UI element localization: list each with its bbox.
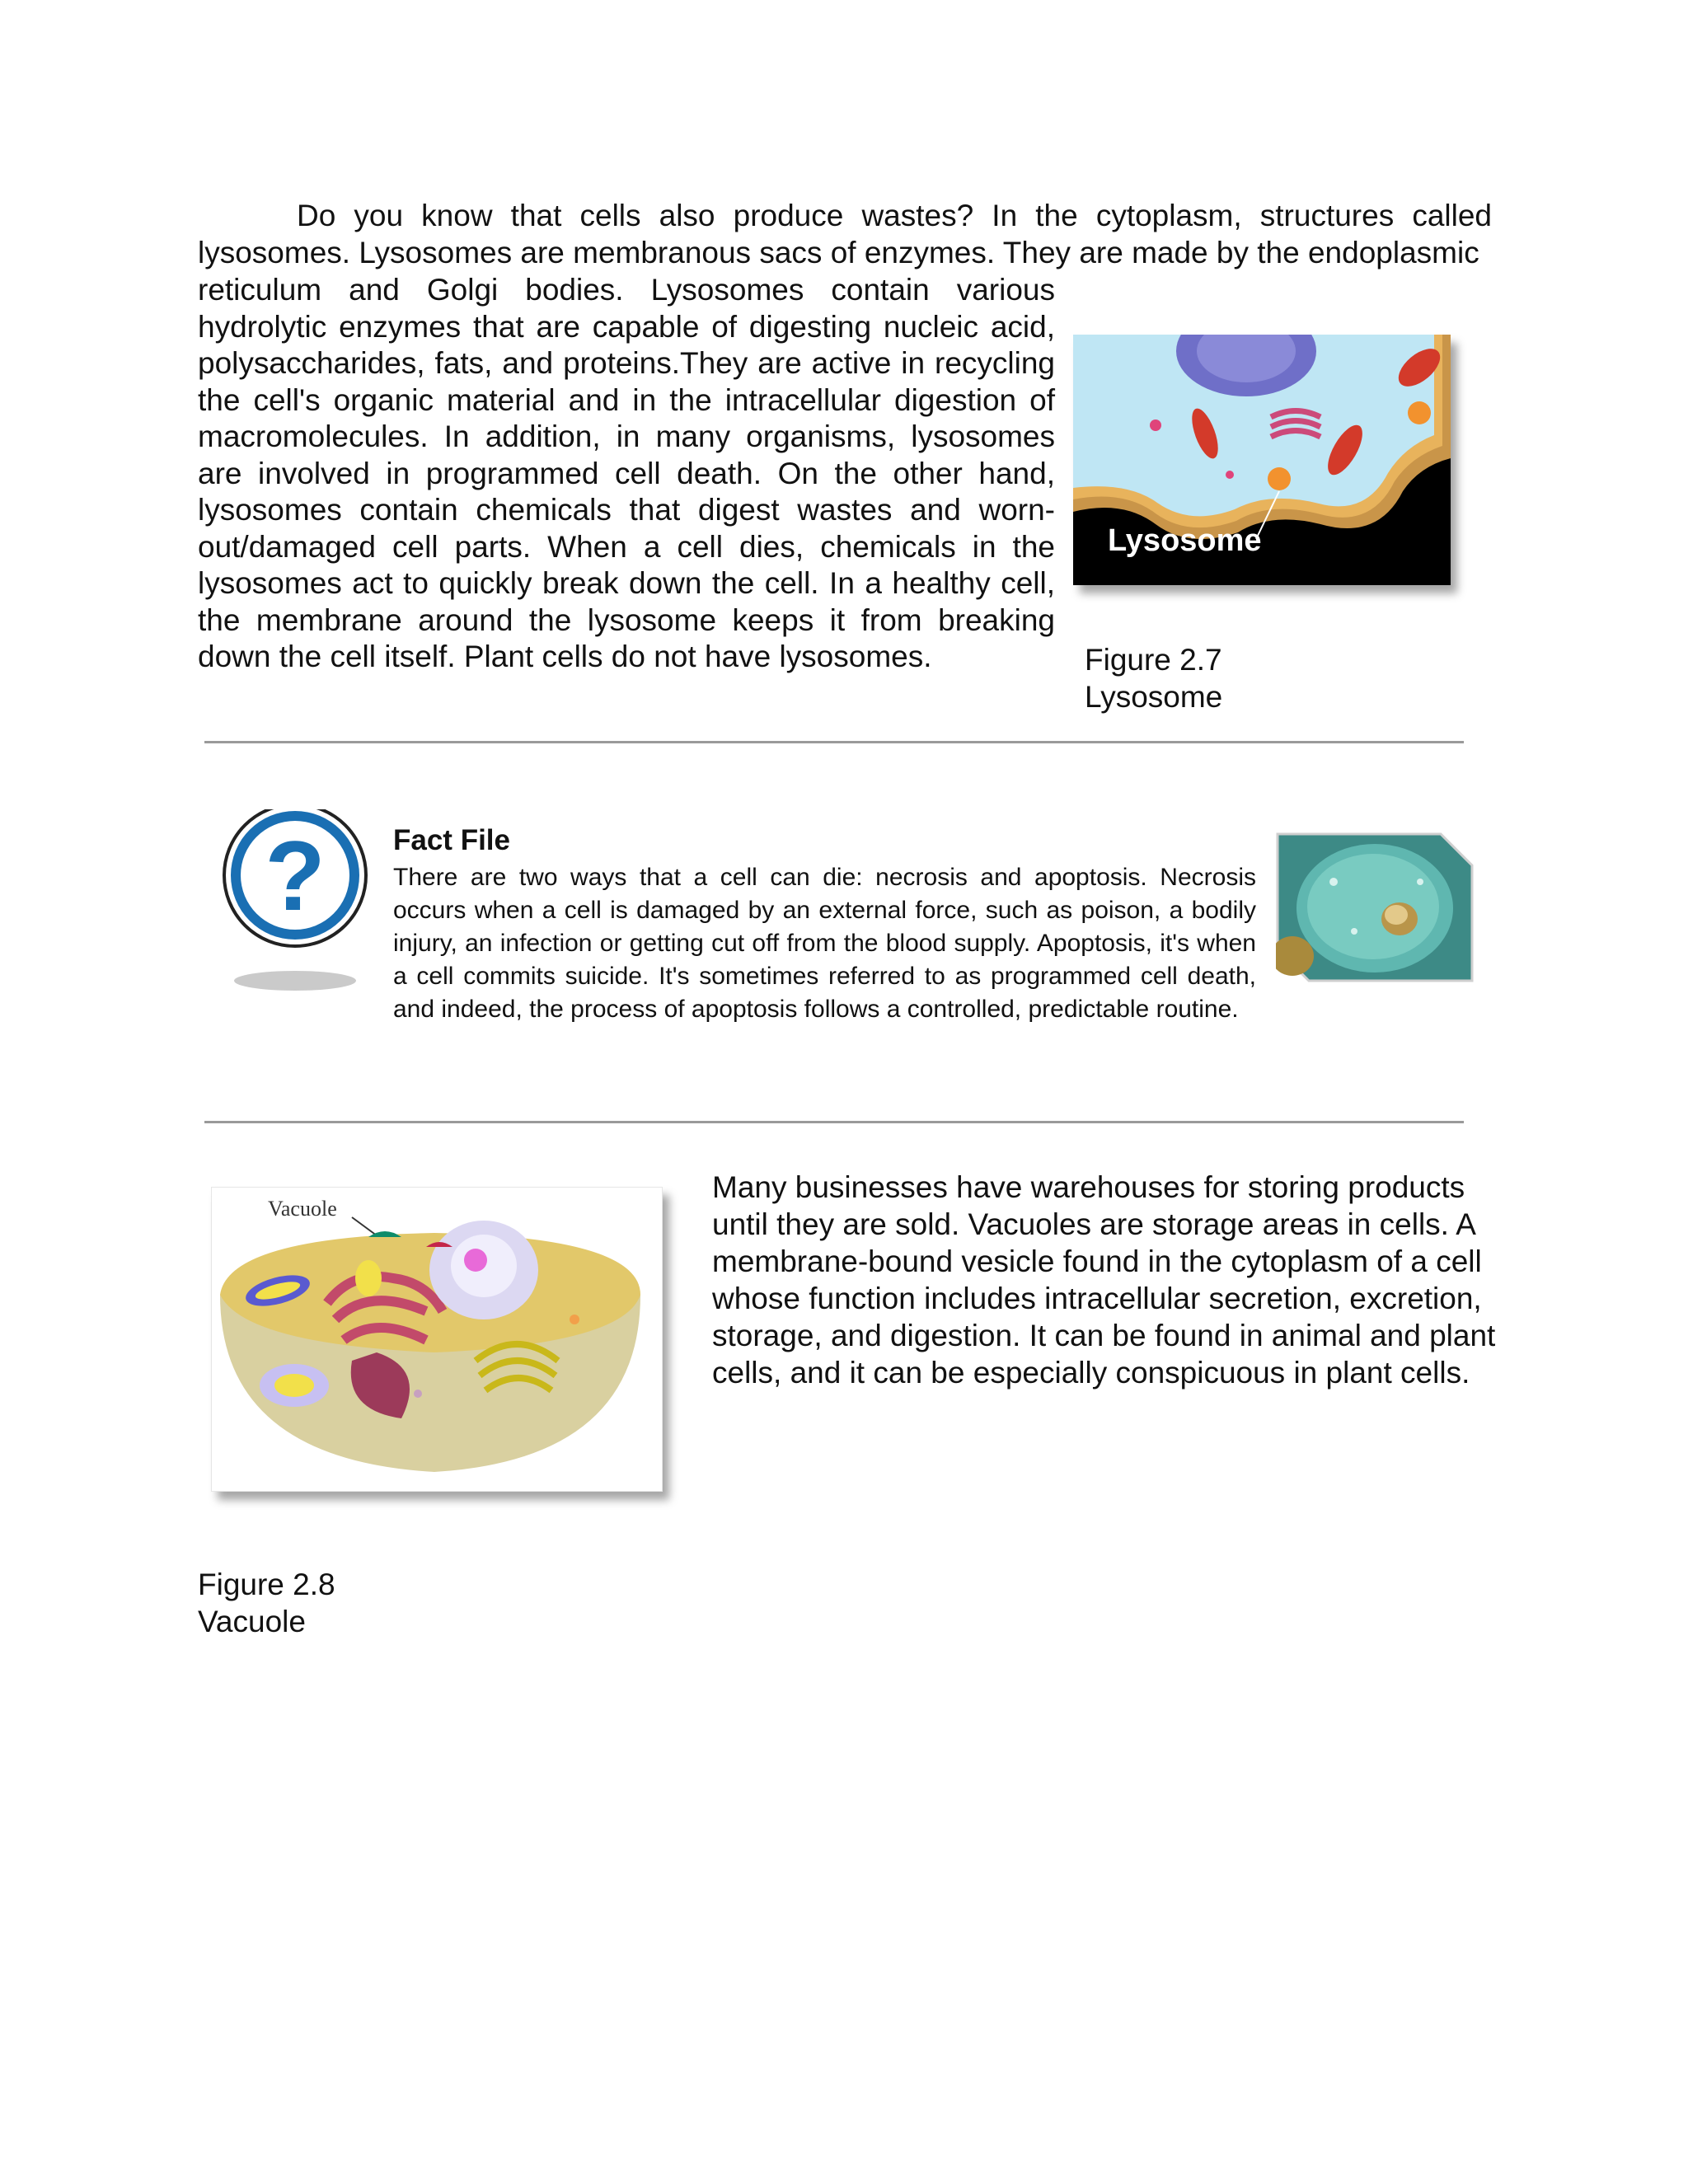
figure-2-8-caption-line2: Vacuole bbox=[198, 1605, 306, 1638]
vacuole-figure bbox=[211, 1187, 663, 1492]
fact-file-body: There are two ways that a cell can die: necrosis and apoptosis. Necrosis occurs when a cell is damaged by an external force, such as poison, a bodily injury, an infection or getting cut off from the blood supply. Apoptosis, it's when a cell commits suicide. It's sometimes referred to as programmed cell death, and indeed, the process of apoptosis follows a controlled, predictable routine. bbox=[393, 864, 1256, 1023]
lysosome-paragraph-line1: Do you know that cells also produce wastes? In the cytoplasm, structures called bbox=[297, 199, 1492, 232]
lysosome-paragraph-line2: lysosomes. Lysosomes are membranous sacs of enzymes. They are made by the endoplasmic bbox=[198, 236, 1479, 269]
lysosome-figure bbox=[1073, 335, 1451, 585]
question-icon bbox=[221, 809, 369, 991]
fact-file-title: Fact File bbox=[393, 824, 510, 856]
lysosome-figure-label: Lysosome bbox=[1108, 523, 1262, 558]
figure-2-7-caption-line1: Figure 2.7 bbox=[1085, 643, 1222, 677]
lysosome-illustration bbox=[1073, 335, 1451, 585]
figure-2-7-caption bbox=[1085, 641, 1222, 715]
figure-2-7-caption-line2: Lysosome bbox=[1085, 680, 1223, 714]
figure-2-8-caption bbox=[198, 1566, 335, 1640]
section-divider-bottom bbox=[204, 1121, 1464, 1123]
figure-2-8-caption-line1: Figure 2.8 bbox=[198, 1568, 335, 1601]
vacuole-paragraph: Many businesses have warehouses for storing products until they are sold. Vacuoles are storage areas in cells. A membrane-bound vesicle found in the cytoplasm of a cell whose function includes intracellular secretion, excretion, storage, and digestion. It can be found in animal and plant cells, and it can be especially conspicuous in plant cells. bbox=[712, 1170, 1496, 1390]
section-divider-top bbox=[204, 741, 1464, 743]
cell-death-photo bbox=[1276, 832, 1474, 982]
vacuole-figure-label: Vacuole bbox=[268, 1197, 337, 1221]
lysosome-paragraph-rest: reticulum and Golgi bodies. Lysosomes contain various hydrolytic enzymes that are capable of digesting nucleic acid, polysaccharides, fats, and proteins.They are active in recycling the cell's organic material and in the intracellular digestion of macromolecules. In addition, in many organisms, lysosomes are involved in programmed cell death. On the other hand, lysosomes contain chemicals that digest wastes and worn-out/damaged cell parts. When a cell dies, chemicals in the lysosomes act to quickly break down the cell. In a healthy cell, the membrane around the lysosome keeps it from breaking down the cell itself. Plant cells do not have lysosomes. bbox=[198, 273, 1055, 673]
question-glyph: ? bbox=[265, 821, 326, 931]
